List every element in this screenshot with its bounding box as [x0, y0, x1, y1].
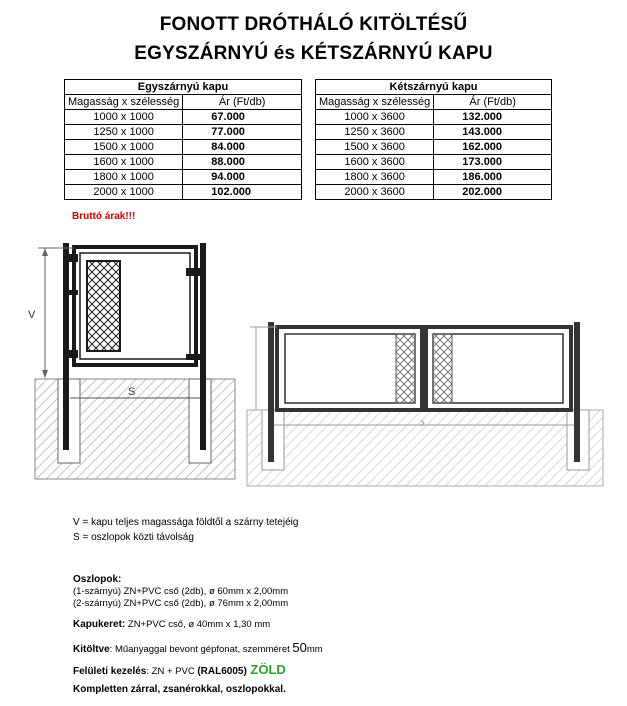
spec-color-name: ZÖLD — [246, 662, 286, 677]
price-cell: 84.000 — [183, 140, 302, 155]
price-cell: 88.000 — [183, 155, 302, 170]
mesh-panel — [396, 334, 415, 403]
spec-frame-value: ZN+PVC cső, ø 40mm x 1,30 mm — [125, 619, 271, 630]
spec-complete: Kompletten zárral, zsanérokkal, oszlopokkal. — [73, 684, 286, 695]
spec-posts-single: (1-szárnyú) ZN+PVC cső (2db), ø 60mm x 2,00mm — [73, 586, 289, 597]
price-cell: 202.000 — [434, 185, 552, 200]
size-cell: 1250 x 3600 — [316, 125, 434, 140]
price-cell: 102.000 — [183, 185, 302, 200]
page-title-line-1: FONOTT DRÓTHÁLÓ KITÖLTÉSŰ — [159, 14, 468, 35]
price-cell: 132.000 — [434, 110, 552, 125]
size-cell: 1250 x 1000 — [65, 125, 183, 140]
spec-mesh-size: 50 — [292, 640, 307, 655]
size-cell: 1000 x 3600 — [316, 110, 434, 125]
size-cell: 2000 x 1000 — [65, 185, 183, 200]
price-cell: 94.000 — [183, 170, 302, 185]
spec-surface-value: : ZN + PVC — [146, 666, 198, 677]
size-cell: 1800 x 3600 — [316, 170, 434, 185]
post-right — [200, 243, 206, 450]
price-cell: 186.000 — [434, 170, 552, 185]
dimension-v-label: V — [28, 309, 36, 321]
legend-v: V = kapu teljes magassága földtől a szárny tetejéig — [73, 517, 299, 528]
spec-frame — [73, 619, 270, 630]
size-cell: 1600 x 3600 — [316, 155, 434, 170]
price-cell: 162.000 — [434, 140, 552, 155]
double-gate-drawing — [247, 322, 603, 486]
size-cell: 1800 x 1000 — [65, 170, 183, 185]
spec-mesh-unit: mm — [306, 644, 323, 655]
double-table-title: Kétszárnyú kapu — [316, 80, 552, 95]
price-cell: 67.000 — [183, 110, 302, 125]
spec-frame-label: Kapukeret: — [73, 619, 126, 630]
spec-ral-code: (RAL6005) — [197, 666, 247, 677]
gross-prices-note: Bruttó árak!!! — [72, 211, 136, 222]
double-col-size-header: Magasság x szélesség — [316, 95, 434, 110]
spec-surface — [73, 662, 286, 677]
spec-filling-value: : Műanyaggal bevont gépfonat, szemméret — [109, 644, 293, 655]
single-col-price-header: Ár (Ft/db) — [183, 95, 302, 110]
spec-filling-label: Kitöltve — [73, 644, 110, 655]
spec-posts-double: (2-szárnyú) ZN+PVC cső (2db), ø 76mm x 2,00mm — [73, 598, 289, 609]
ground-hatch — [247, 410, 603, 486]
page-title-line-2: EGYSZÁRNYÚ és KÉTSZÁRNYÚ KAPU — [134, 43, 493, 64]
dimension-s-label: S — [128, 386, 136, 398]
price-cell: 143.000 — [434, 125, 552, 140]
price-cell: 77.000 — [183, 125, 302, 140]
size-cell: 1600 x 1000 — [65, 155, 183, 170]
size-cell: 2000 x 3600 — [316, 185, 434, 200]
spec-filling — [73, 640, 323, 655]
post-left — [63, 243, 69, 450]
double-col-price-header: Ár (Ft/db) — [434, 95, 552, 110]
size-cell: 1000 x 1000 — [65, 110, 183, 125]
single-table-title: Egyszárnyú kapu — [65, 80, 302, 95]
spec-surface-label: Felületi kezelés — [73, 666, 147, 677]
post-right — [574, 322, 580, 462]
post-left — [268, 322, 274, 462]
size-cell: 1500 x 3600 — [316, 140, 434, 155]
single-col-size-header: Magasság x szélesség — [65, 95, 183, 110]
mesh-panel — [433, 334, 452, 403]
mesh-panel — [87, 261, 120, 351]
size-cell: 1500 x 1000 — [65, 140, 183, 155]
legend-s: S = oszlopok közti távolság — [73, 532, 194, 543]
spec-posts-label: Oszlopok: — [73, 574, 122, 585]
single-gate-drawing — [28, 243, 235, 479]
price-cell: 173.000 — [434, 155, 552, 170]
